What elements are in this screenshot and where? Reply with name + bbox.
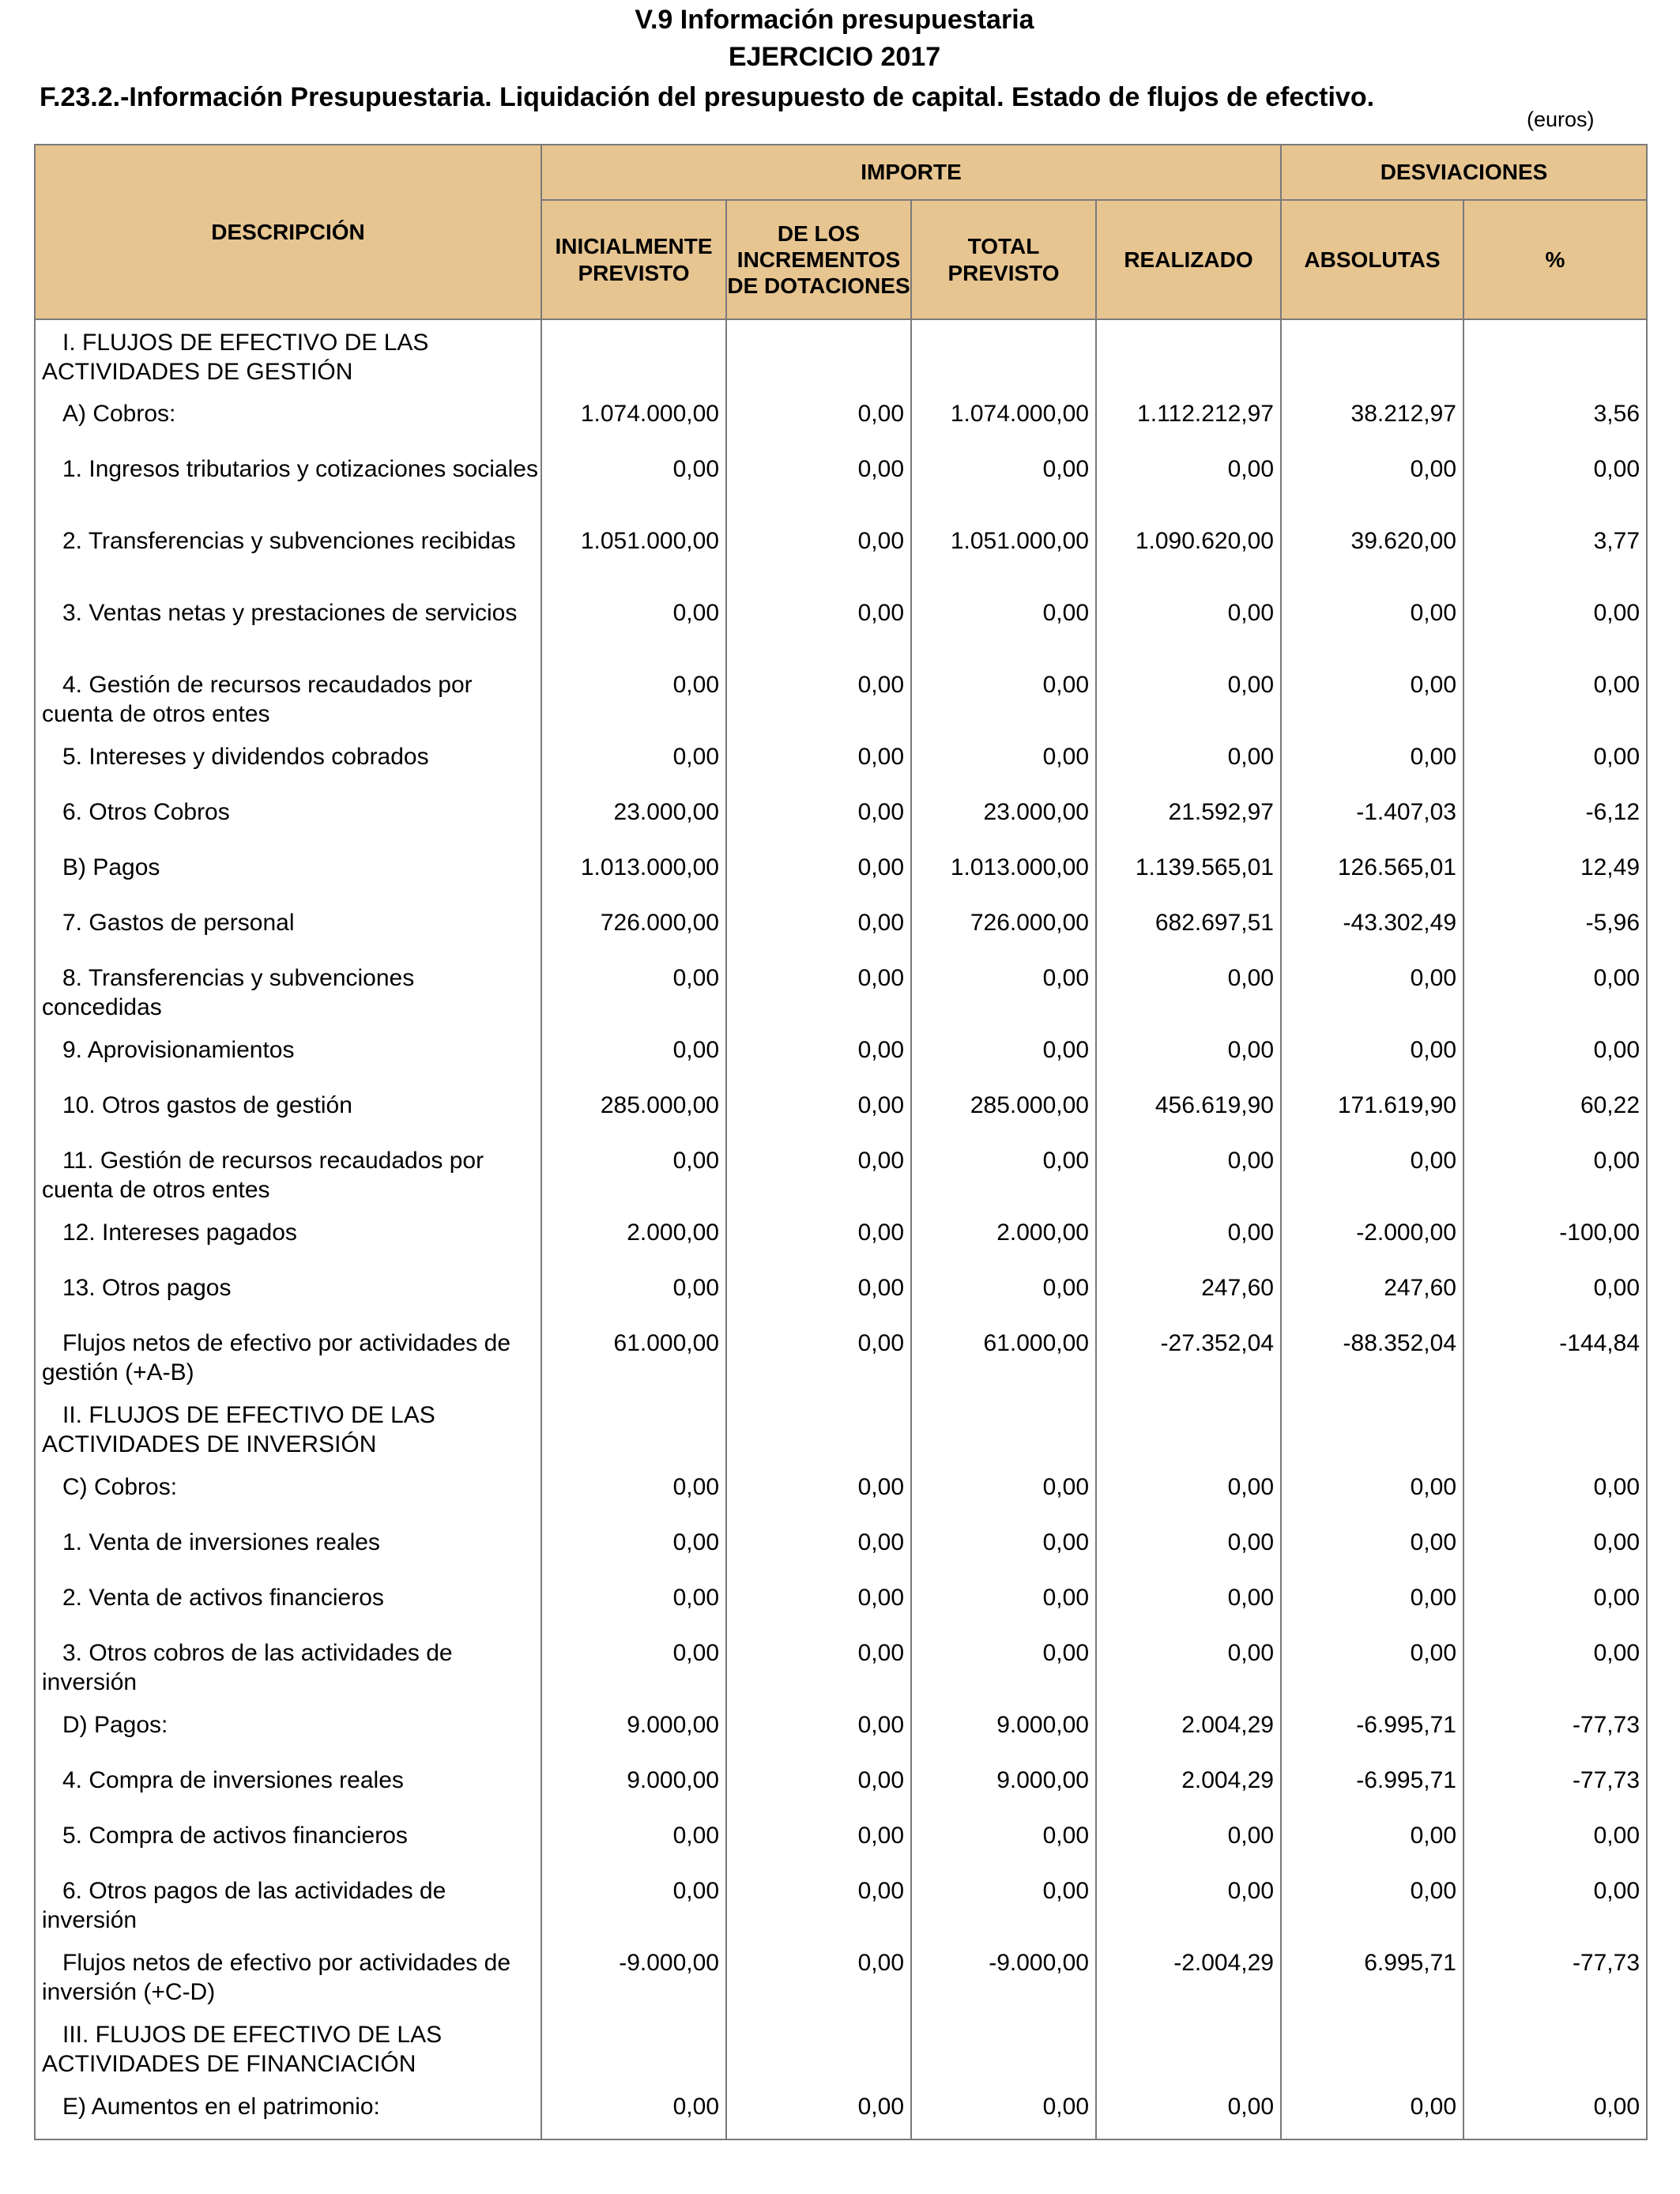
header-total-previsto: TOTAL PREVISTO xyxy=(911,200,1096,319)
table-row xyxy=(35,2012,1647,2084)
cell-realizado xyxy=(1096,319,1281,391)
cell-pct: 0,00 xyxy=(1463,1465,1647,1520)
row-description: 6. Otros Cobros xyxy=(35,790,541,845)
cell-total-previsto: 0,00 xyxy=(911,1138,1096,1210)
row-description: 5. Intereses y dividendos cobrados xyxy=(35,734,541,790)
cell-incrementos: 0,00 xyxy=(726,1630,911,1702)
page-subtitle: EJERCICIO 2017 xyxy=(728,42,941,72)
cell-absolutas: 0,00 xyxy=(1281,1868,1463,1940)
cell-inicialmente-previsto: 2.000,00 xyxy=(541,1210,726,1265)
cell-incrementos: 0,00 xyxy=(726,1758,911,1813)
cell-total-previsto: 0,00 xyxy=(911,1027,1096,1083)
cell-pct: -77,73 xyxy=(1463,1702,1647,1758)
cell-inicialmente-previsto: 9.000,00 xyxy=(541,1758,726,1813)
cell-total-previsto: 0,00 xyxy=(911,1575,1096,1630)
cell-inicialmente-previsto: 1.013.000,00 xyxy=(541,845,726,900)
cell-incrementos: 0,00 xyxy=(726,518,911,590)
cell-pct: 0,00 xyxy=(1463,956,1647,1027)
cell-pct: 0,00 xyxy=(1463,734,1647,790)
header-inicialmente-previsto: INICIALMENTE PREVISTO xyxy=(541,200,726,319)
cell-total-previsto: 1.074.000,00 xyxy=(911,391,1096,447)
cell-absolutas: -88.352,04 xyxy=(1281,1321,1463,1393)
cell-total-previsto: 61.000,00 xyxy=(911,1321,1096,1393)
cell-inicialmente-previsto: 0,00 xyxy=(541,956,726,1027)
table-row xyxy=(35,1575,1647,1630)
cell-absolutas: 126.565,01 xyxy=(1281,845,1463,900)
row-description: III. FLUJOS DE EFECTIVO DE LAS ACTIVIDADES DE FINANCIACIÓN xyxy=(35,2012,541,2084)
row-description: E) Aumentos en el patrimonio: xyxy=(35,2084,541,2139)
cell-incrementos xyxy=(726,2012,911,2084)
row-description: Flujos netos de efectivo por actividades de gestión (+A-B) xyxy=(35,1321,541,1393)
cell-realizado: 1.112.212,97 xyxy=(1096,391,1281,447)
row-description: D) Pagos: xyxy=(35,1702,541,1758)
table-row xyxy=(35,590,1647,662)
cell-incrementos: 0,00 xyxy=(726,1027,911,1083)
row-description: II. FLUJOS DE EFECTIVO DE LAS ACTIVIDADES DE INVERSIÓN xyxy=(35,1393,541,1465)
cell-incrementos: 0,00 xyxy=(726,447,911,518)
cell-inicialmente-previsto: 1.074.000,00 xyxy=(541,391,726,447)
cell-total-previsto: 1.051.000,00 xyxy=(911,518,1096,590)
table-row xyxy=(35,1210,1647,1265)
cell-realizado: 0,00 xyxy=(1096,734,1281,790)
cell-absolutas: 171.619,90 xyxy=(1281,1083,1463,1138)
cell-realizado: 2.004,29 xyxy=(1096,1758,1281,1813)
report-title: F.23.2.-Información Presupuestaria. Liquidación del presupuesto de capital. Estado de flujos de efectivo. xyxy=(40,82,1375,112)
cell-total-previsto: -9.000,00 xyxy=(911,1940,1096,2012)
cell-inicialmente-previsto: 726.000,00 xyxy=(541,900,726,956)
cell-absolutas: 0,00 xyxy=(1281,447,1463,518)
cell-absolutas: 0,00 xyxy=(1281,1027,1463,1083)
cell-pct: 3,56 xyxy=(1463,391,1647,447)
cell-total-previsto: 1.013.000,00 xyxy=(911,845,1096,900)
cell-realizado: 0,00 xyxy=(1096,1868,1281,1940)
cell-realizado: 21.592,97 xyxy=(1096,790,1281,845)
cell-incrementos: 0,00 xyxy=(726,1702,911,1758)
cell-absolutas: 38.212,97 xyxy=(1281,391,1463,447)
cell-absolutas: -6.995,71 xyxy=(1281,1758,1463,1813)
cell-inicialmente-previsto: 0,00 xyxy=(541,447,726,518)
cell-realizado: 1.139.565,01 xyxy=(1096,845,1281,900)
table-row xyxy=(35,518,1647,590)
cell-incrementos: 0,00 xyxy=(726,2084,911,2139)
header-pct: % xyxy=(1463,200,1647,319)
table-row xyxy=(35,447,1647,518)
cell-incrementos xyxy=(726,319,911,391)
cell-total-previsto xyxy=(911,319,1096,391)
cell-incrementos: 0,00 xyxy=(726,1265,911,1321)
header-realizado: REALIZADO xyxy=(1096,200,1281,319)
row-description: 7. Gastos de personal xyxy=(35,900,541,956)
cell-realizado: 2.004,29 xyxy=(1096,1702,1281,1758)
table-row xyxy=(35,1520,1647,1575)
cell-realizado: 0,00 xyxy=(1096,956,1281,1027)
table-row xyxy=(35,1940,1647,2012)
cell-incrementos: 0,00 xyxy=(726,1138,911,1210)
cell-absolutas: -6.995,71 xyxy=(1281,1702,1463,1758)
cell-absolutas: 39.620,00 xyxy=(1281,518,1463,590)
cell-incrementos: 0,00 xyxy=(726,1465,911,1520)
cell-total-previsto: 726.000,00 xyxy=(911,900,1096,956)
cell-incrementos: 0,00 xyxy=(726,1868,911,1940)
table-row xyxy=(35,1868,1647,1940)
cell-realizado: 0,00 xyxy=(1096,590,1281,662)
cell-pct xyxy=(1463,2012,1647,2084)
cell-pct: 0,00 xyxy=(1463,1520,1647,1575)
row-description: 6. Otros pagos de las actividades de inversión xyxy=(35,1868,541,1940)
cell-pct: 3,77 xyxy=(1463,518,1647,590)
cell-absolutas: 0,00 xyxy=(1281,1575,1463,1630)
cell-total-previsto: 285.000,00 xyxy=(911,1083,1096,1138)
cell-pct: -144,84 xyxy=(1463,1321,1647,1393)
cell-realizado: 0,00 xyxy=(1096,662,1281,734)
cell-inicialmente-previsto: 0,00 xyxy=(541,590,726,662)
cell-absolutas: 0,00 xyxy=(1281,662,1463,734)
header-importe: IMPORTE xyxy=(541,145,1281,200)
cell-inicialmente-previsto: 0,00 xyxy=(541,1868,726,1940)
table-row xyxy=(35,1027,1647,1083)
table-row xyxy=(35,845,1647,900)
cell-realizado: 0,00 xyxy=(1096,1465,1281,1520)
row-description: Flujos netos de efectivo por actividades de inversión (+C-D) xyxy=(35,1940,541,2012)
table-row xyxy=(35,900,1647,956)
header-descripcion: DESCRIPCIÓN xyxy=(35,145,541,319)
cell-pct: 60,22 xyxy=(1463,1083,1647,1138)
cell-inicialmente-previsto: -9.000,00 xyxy=(541,1940,726,2012)
table-body xyxy=(35,319,1647,2139)
budget-table xyxy=(34,144,1648,2140)
cell-total-previsto: 0,00 xyxy=(911,1630,1096,1702)
cell-incrementos: 0,00 xyxy=(726,1575,911,1630)
cell-total-previsto: 0,00 xyxy=(911,662,1096,734)
cell-inicialmente-previsto: 9.000,00 xyxy=(541,1702,726,1758)
row-description: 2. Venta de activos financieros xyxy=(35,1575,541,1630)
cell-realizado: -27.352,04 xyxy=(1096,1321,1281,1393)
cell-incrementos: 0,00 xyxy=(726,1210,911,1265)
table-row xyxy=(35,1702,1647,1758)
table-row xyxy=(35,1758,1647,1813)
cell-pct: 0,00 xyxy=(1463,2084,1647,2139)
table-row xyxy=(35,734,1647,790)
cell-total-previsto: 0,00 xyxy=(911,1868,1096,1940)
cell-pct: 0,00 xyxy=(1463,1575,1647,1630)
cell-incrementos: 0,00 xyxy=(726,1321,911,1393)
table-row xyxy=(35,790,1647,845)
cell-incrementos: 0,00 xyxy=(726,956,911,1027)
table-row xyxy=(35,956,1647,1027)
table-row xyxy=(35,1083,1647,1138)
cell-realizado: 0,00 xyxy=(1096,1027,1281,1083)
cell-inicialmente-previsto: 0,00 xyxy=(541,734,726,790)
cell-incrementos: 0,00 xyxy=(726,1813,911,1868)
cell-pct: 0,00 xyxy=(1463,1813,1647,1868)
cell-realizado: 0,00 xyxy=(1096,2084,1281,2139)
cell-absolutas: 247,60 xyxy=(1281,1265,1463,1321)
table-row xyxy=(35,1813,1647,1868)
row-description: 2. Transferencias y subvenciones recibidas xyxy=(35,518,541,590)
cell-incrementos xyxy=(726,1393,911,1465)
cell-incrementos: 0,00 xyxy=(726,391,911,447)
cell-pct: 0,00 xyxy=(1463,1868,1647,1940)
cell-incrementos: 0,00 xyxy=(726,845,911,900)
cell-inicialmente-previsto: 0,00 xyxy=(541,1520,726,1575)
cell-absolutas: 0,00 xyxy=(1281,956,1463,1027)
cell-realizado: 682.697,51 xyxy=(1096,900,1281,956)
cell-total-previsto: 0,00 xyxy=(911,1465,1096,1520)
unit-label: (euros) xyxy=(1527,107,1595,131)
cell-pct: 0,00 xyxy=(1463,447,1647,518)
row-description: B) Pagos xyxy=(35,845,541,900)
cell-realizado: 0,00 xyxy=(1096,1630,1281,1702)
cell-absolutas: -1.407,03 xyxy=(1281,790,1463,845)
cell-incrementos: 0,00 xyxy=(726,590,911,662)
cell-incrementos: 0,00 xyxy=(726,1083,911,1138)
cell-absolutas: 6.995,71 xyxy=(1281,1940,1463,2012)
cell-pct: 0,00 xyxy=(1463,1027,1647,1083)
cell-pct: 0,00 xyxy=(1463,590,1647,662)
cell-inicialmente-previsto xyxy=(541,1393,726,1465)
cell-absolutas: 0,00 xyxy=(1281,734,1463,790)
cell-inicialmente-previsto: 61.000,00 xyxy=(541,1321,726,1393)
cell-total-previsto: 2.000,00 xyxy=(911,1210,1096,1265)
cell-absolutas: 0,00 xyxy=(1281,590,1463,662)
cell-incrementos: 0,00 xyxy=(726,1520,911,1575)
cell-inicialmente-previsto xyxy=(541,319,726,391)
table-row xyxy=(35,391,1647,447)
table-row xyxy=(35,662,1647,734)
cell-pct: 0,00 xyxy=(1463,1138,1647,1210)
cell-absolutas: 0,00 xyxy=(1281,2084,1463,2139)
cell-inicialmente-previsto: 1.051.000,00 xyxy=(541,518,726,590)
cell-total-previsto: 0,00 xyxy=(911,590,1096,662)
cell-inicialmente-previsto: 0,00 xyxy=(541,1265,726,1321)
table-row xyxy=(35,1465,1647,1520)
cell-absolutas xyxy=(1281,1393,1463,1465)
cell-pct: -5,96 xyxy=(1463,900,1647,956)
cell-total-previsto: 0,00 xyxy=(911,1265,1096,1321)
cell-incrementos: 0,00 xyxy=(726,1940,911,2012)
cell-total-previsto: 0,00 xyxy=(911,734,1096,790)
cell-realizado: 0,00 xyxy=(1096,1813,1281,1868)
cell-pct xyxy=(1463,319,1647,391)
cell-incrementos: 0,00 xyxy=(726,662,911,734)
cell-inicialmente-previsto: 0,00 xyxy=(541,662,726,734)
cell-pct: 0,00 xyxy=(1463,1265,1647,1321)
table-row xyxy=(35,1630,1647,1702)
cell-pct: -6,12 xyxy=(1463,790,1647,845)
cell-total-previsto: 0,00 xyxy=(911,1813,1096,1868)
cell-incrementos: 0,00 xyxy=(726,790,911,845)
cell-realizado xyxy=(1096,2012,1281,2084)
row-description: 12. Intereses pagados xyxy=(35,1210,541,1265)
row-description: 8. Transferencias y subvenciones concedidas xyxy=(35,956,541,1027)
cell-realizado: 0,00 xyxy=(1096,1520,1281,1575)
cell-inicialmente-previsto: 0,00 xyxy=(541,1465,726,1520)
cell-realizado: 0,00 xyxy=(1096,1138,1281,1210)
cell-total-previsto: 9.000,00 xyxy=(911,1758,1096,1813)
cell-realizado: 247,60 xyxy=(1096,1265,1281,1321)
cell-pct: 0,00 xyxy=(1463,1630,1647,1702)
cell-total-previsto: 23.000,00 xyxy=(911,790,1096,845)
cell-absolutas: 0,00 xyxy=(1281,1813,1463,1868)
cell-absolutas: 0,00 xyxy=(1281,1520,1463,1575)
cell-inicialmente-previsto: 23.000,00 xyxy=(541,790,726,845)
cell-inicialmente-previsto: 0,00 xyxy=(541,1813,726,1868)
cell-absolutas xyxy=(1281,319,1463,391)
cell-realizado: -2.004,29 xyxy=(1096,1940,1281,2012)
cell-inicialmente-previsto xyxy=(541,2012,726,2084)
cell-incrementos: 0,00 xyxy=(726,900,911,956)
header-desviaciones: DESVIACIONES xyxy=(1281,145,1647,200)
header-absolutas: ABSOLUTAS xyxy=(1281,200,1463,319)
cell-total-previsto: 0,00 xyxy=(911,956,1096,1027)
cell-inicialmente-previsto: 0,00 xyxy=(541,1630,726,1702)
cell-absolutas: -43.302,49 xyxy=(1281,900,1463,956)
cell-pct: -77,73 xyxy=(1463,1758,1647,1813)
row-description: 10. Otros gastos de gestión xyxy=(35,1083,541,1138)
cell-absolutas: 0,00 xyxy=(1281,1138,1463,1210)
cell-total-previsto: 0,00 xyxy=(911,1520,1096,1575)
cell-inicialmente-previsto: 0,00 xyxy=(541,1575,726,1630)
cell-realizado: 0,00 xyxy=(1096,447,1281,518)
row-description: 13. Otros pagos xyxy=(35,1265,541,1321)
row-description: 11. Gestión de recursos recaudados por cuenta de otros entes xyxy=(35,1138,541,1210)
table-row xyxy=(35,1393,1647,1465)
cell-pct: 0,00 xyxy=(1463,662,1647,734)
cell-pct: 12,49 xyxy=(1463,845,1647,900)
cell-inicialmente-previsto: 0,00 xyxy=(541,2084,726,2139)
row-description: 9. Aprovisionamientos xyxy=(35,1027,541,1083)
cell-absolutas xyxy=(1281,2012,1463,2084)
row-description: A) Cobros: xyxy=(35,391,541,447)
row-description: C) Cobros: xyxy=(35,1465,541,1520)
cell-pct: -100,00 xyxy=(1463,1210,1647,1265)
cell-absolutas: 0,00 xyxy=(1281,1630,1463,1702)
cell-realizado: 1.090.620,00 xyxy=(1096,518,1281,590)
row-description: 4. Compra de inversiones reales xyxy=(35,1758,541,1813)
row-description: 1. Ingresos tributarios y cotizaciones sociales xyxy=(35,447,541,518)
row-description: 3. Ventas netas y prestaciones de servicios xyxy=(35,590,541,662)
table-row xyxy=(35,2084,1647,2139)
cell-realizado xyxy=(1096,1393,1281,1465)
cell-total-previsto: 9.000,00 xyxy=(911,1702,1096,1758)
cell-total-previsto xyxy=(911,1393,1096,1465)
cell-pct xyxy=(1463,1393,1647,1465)
cell-inicialmente-previsto: 285.000,00 xyxy=(541,1083,726,1138)
cell-total-previsto xyxy=(911,2012,1096,2084)
cell-total-previsto: 0,00 xyxy=(911,2084,1096,2139)
cell-total-previsto: 0,00 xyxy=(911,447,1096,518)
cell-realizado: 0,00 xyxy=(1096,1210,1281,1265)
page-title: V.9 Información presupuestaria xyxy=(635,5,1034,35)
table-row xyxy=(35,1265,1647,1321)
cell-inicialmente-previsto: 0,00 xyxy=(541,1138,726,1210)
row-description: 3. Otros cobros de las actividades de inversión xyxy=(35,1630,541,1702)
table-row xyxy=(35,319,1647,391)
cell-incrementos: 0,00 xyxy=(726,734,911,790)
row-description: I. FLUJOS DE EFECTIVO DE LAS ACTIVIDADES DE GESTIÓN xyxy=(35,319,541,391)
cell-absolutas: 0,00 xyxy=(1281,1465,1463,1520)
row-description: 5. Compra de activos financieros xyxy=(35,1813,541,1868)
cell-pct: -77,73 xyxy=(1463,1940,1647,2012)
table-row xyxy=(35,1138,1647,1210)
table-row xyxy=(35,1321,1647,1393)
cell-realizado: 456.619,90 xyxy=(1096,1083,1281,1138)
row-description: 1. Venta de inversiones reales xyxy=(35,1520,541,1575)
cell-realizado: 0,00 xyxy=(1096,1575,1281,1630)
row-description: 4. Gestión de recursos recaudados por cuenta de otros entes xyxy=(35,662,541,734)
cell-absolutas: -2.000,00 xyxy=(1281,1210,1463,1265)
cell-inicialmente-previsto: 0,00 xyxy=(541,1027,726,1083)
header-incrementos: DE LOS INCREMENTOS DE DOTACIONES xyxy=(726,200,911,319)
